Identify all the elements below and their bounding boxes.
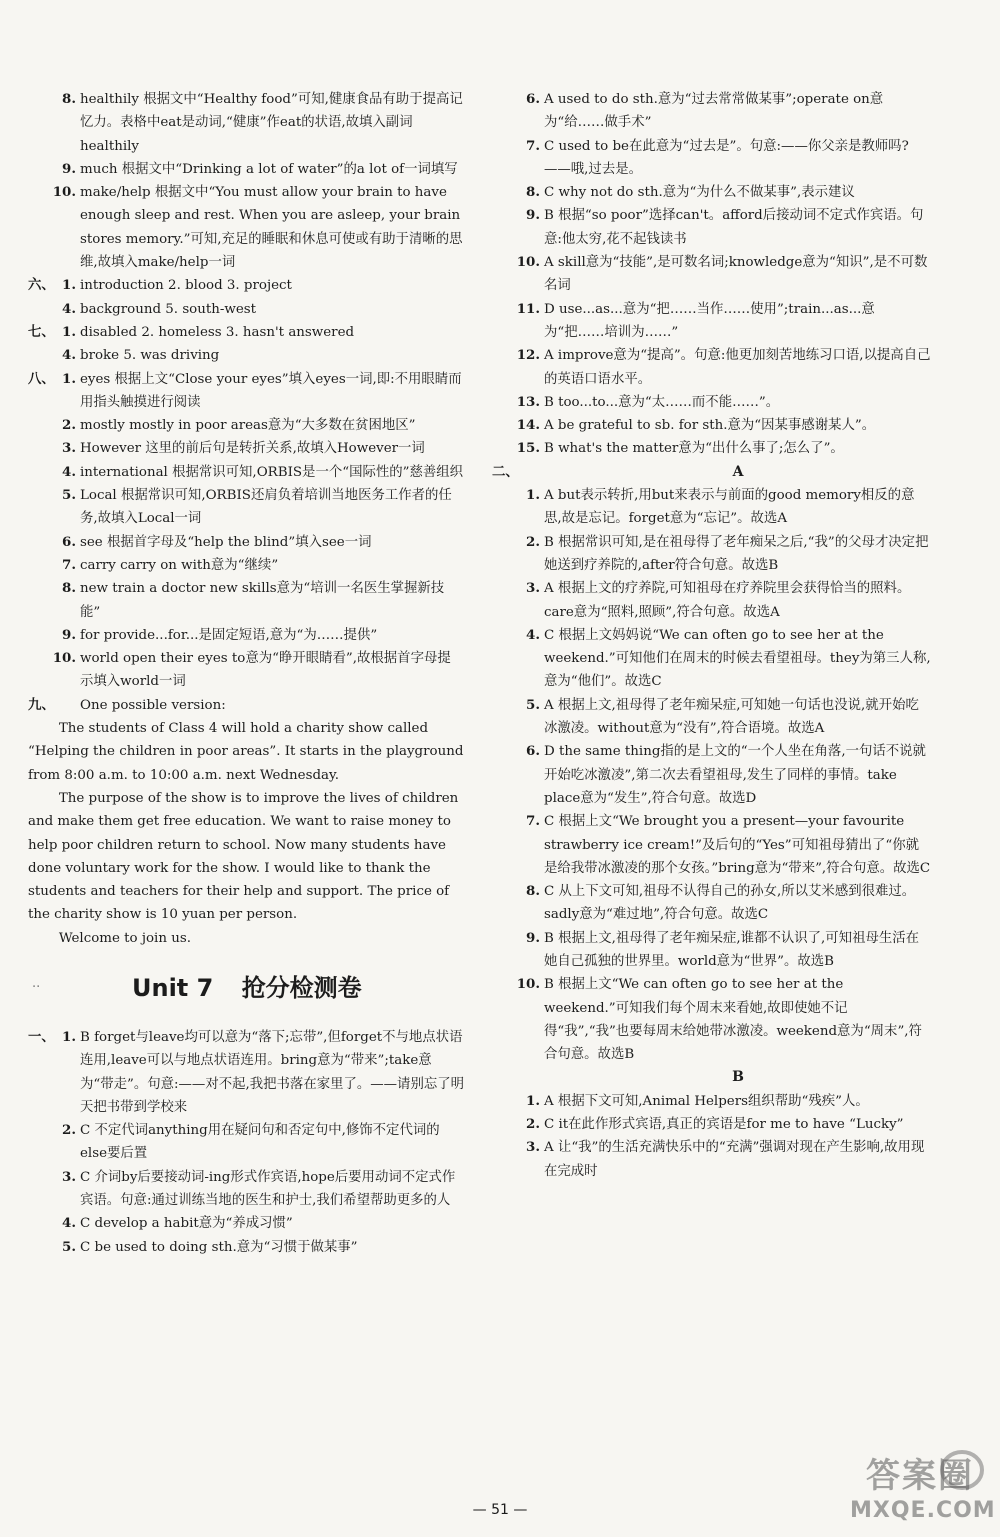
item-number: 8. [526, 184, 540, 201]
watermark-text: 答案圈 [866, 1456, 974, 1496]
unit-heading-dots: ·· [32, 979, 41, 995]
answer-item [28, 158, 464, 181]
item-number: 5. [62, 1238, 76, 1255]
answer-item [28, 414, 464, 437]
unit-number: Unit 7 [132, 973, 214, 1002]
answer-item [492, 391, 932, 414]
essay-paragraph: The students of Class 4 will hold a charity show called “Helping the children in poor areas”. It starts in the playground from 8:00 a.m. to 10:00 a.m. next Wednesday. [28, 721, 464, 783]
answer-item [492, 344, 932, 391]
answer-item [492, 484, 932, 531]
answer-text: international 根据常识可知,ORBIS是一个“国际性的”慈善组织 [80, 464, 464, 480]
answer-list-right-a [492, 88, 932, 461]
answer-text: carry carry on with意为“继续” [80, 557, 279, 573]
answer-text: mostly mostly in poor areas意为“大多数在贫困地区” [80, 418, 416, 434]
item-number: 1. [526, 487, 540, 504]
item-number: 6. [526, 91, 540, 107]
answer-text: Local 根据常识可知,ORBIS还肩负着培训当地医务工作者的任务,故填入Local一词 [80, 488, 452, 527]
page-number: — 51 — [472, 1502, 528, 1518]
answer-text: C 介词by后要接动词-ing形式作宾语,hope后要用动词不定式作宾语。句意:通过训练当地的医生和护士,我们希望帮助更多的人 [80, 1169, 456, 1209]
answer-text: C 不定代词anything用在疑问句和否定句中,修饰不定代词的else要后置 [80, 1123, 440, 1162]
answer-list-right-b [492, 484, 932, 1066]
answer-item [28, 484, 464, 531]
answer-text: B 根据“so poor”选择can't。afford后接动词不定式作宾语。句意:他太穷,花不起钱读书 [544, 208, 924, 247]
item-number: 3. [526, 580, 540, 597]
answer-text: for provide...for...是固定短语,意为“为……提供” [80, 627, 378, 643]
answer-text: background 5. south-west [80, 301, 257, 317]
answer-item [492, 88, 932, 135]
answer-item [28, 298, 464, 321]
item-number: 14. [516, 417, 540, 434]
answer-item [492, 577, 932, 624]
part-a-heading [492, 461, 932, 484]
answer-text: B 根据常识可知,是在祖母得了老年痴呆之后,“我”的父母才决定把她送到疗养院的,after符合句意。故选B [544, 534, 929, 573]
item-number: 2. [62, 1122, 76, 1139]
answer-item [492, 624, 932, 694]
answer-text: C 根据上文“We brought you a present—your favourite strawberry ice cream!”及后句的“Yes”可知祖母猜出了“你就是给我带冰激凌的那个女孩。”bring意为“带来”,符合句意。故选C [544, 814, 931, 876]
answer-item [492, 414, 932, 437]
answer-item [28, 274, 464, 297]
item-number: 8. [526, 883, 540, 900]
answer-text: A skill意为“技能”,是可数名词;knowledge意为“知识”,是不可数名词 [544, 255, 928, 294]
item-number: 9. [62, 626, 76, 643]
answer-item [492, 1113, 932, 1136]
item-number: 9. [526, 207, 540, 224]
answer-text: world open their eyes to意为“睁开眼睛看”,故根据首字母提示填入world一词 [80, 651, 451, 690]
answer-text: D the same thing指的是上文的“一个人坐在角落,一句话不说就开始吃冰激凌”,第二次去看望祖母,发生了同样的事情。take place意为“发生”,符合句意。故选D [544, 744, 926, 806]
item-number: 9. [62, 160, 76, 177]
answer-text: A 根据上文的疗养院,可知祖母在疗养院里会获得恰当的照料。care意为“照料,照顾”,符合句意。故选A [544, 581, 911, 620]
answer-list-left-a [28, 88, 464, 717]
answer-list-right-c [492, 1090, 932, 1183]
answer-text: B too...to...意为“太……而不能……”。 [544, 394, 780, 410]
item-number: 7. [62, 556, 76, 573]
item-number: 1. [62, 370, 76, 387]
answer-text: make/help 根据文中“You must allow your brain to have enough sleep and rest. When you are asleep, your brain stores memory.”可知,充足的睡眠和休息可使或有助于清晰的思维,故填入make/help一词 [80, 185, 463, 271]
answer-item [492, 880, 932, 927]
watermark-site: MXQE.COM [850, 1498, 996, 1523]
answer-text: A 让“我”的生活充满快乐中的“充满”强调对现在产生影响,故用现在完成时 [544, 1140, 925, 1179]
answer-text: see 根据首字母及“help the blind”填入see一词 [80, 534, 372, 550]
answer-item [28, 1212, 464, 1235]
answer-item [28, 321, 464, 344]
item-number: 1. [62, 323, 76, 340]
section-marker: 一、 [28, 1028, 55, 1045]
item-number: 9. [526, 929, 540, 946]
answer-item [492, 694, 932, 741]
item-number: 6. [62, 533, 76, 550]
answer-text: However 这里的前后句是转折关系,故填入However一词 [80, 441, 425, 457]
section-marker: 九、 [28, 696, 55, 713]
item-number: 10. [516, 976, 540, 993]
answer-item [28, 577, 464, 624]
answer-item [28, 437, 464, 460]
answer-item [492, 973, 932, 1066]
left-column [28, 88, 464, 1259]
unit-title-text: 抢分检测卷 [241, 973, 362, 1002]
item-number: 10. [52, 184, 76, 201]
answer-item [492, 135, 932, 182]
right-column [492, 88, 932, 1183]
item-number: 8. [62, 91, 76, 107]
answer-item [492, 1136, 932, 1183]
answer-text: A but表示转折,用but来表示与前面的good memory相反的意思,故是忘记。forget意为“忘记”。故选A [544, 488, 915, 527]
answer-text: new train a doctor new skills意为“培训一名医生掌握新技能” [80, 581, 445, 620]
answer-text: A used to do sth.意为“过去常常做某事”;operate on意为“给……做手术” [544, 92, 884, 131]
item-number: 13. [516, 393, 540, 410]
item-number: 10. [52, 650, 76, 667]
answer-item [28, 531, 464, 554]
answer-item [28, 1166, 464, 1213]
item-number: 4. [62, 463, 76, 480]
answer-text: eyes 根据上文“Close your eyes”填入eyes一词,即:不用眼睛而用指头触摸进行阅读 [80, 371, 462, 410]
item-number: 3. [526, 1139, 540, 1156]
answer-item [492, 437, 932, 460]
answer-text: C used to be在此意为“过去是”。句意:——你父亲是教师吗?——哦,过去是。 [544, 138, 909, 177]
item-number: 3. [62, 440, 76, 457]
item-number: 11. [516, 300, 540, 317]
answer-item [492, 298, 932, 345]
answer-list-left-b [28, 1026, 464, 1259]
answer-item [28, 1026, 464, 1119]
answer-item [28, 554, 464, 577]
answer-text: C why not do sth.意为“为什么不做某事”,表示建议 [544, 185, 855, 201]
watermark-logo [850, 1448, 996, 1530]
essay-paragraph: Welcome to join us. [58, 930, 191, 946]
item-number: 1. [62, 277, 76, 294]
answer-item [28, 88, 464, 158]
essay-paragraph: The purpose of the show is to improve the lives of children and make them get free education. We want to raise money to help poor children return to school. Now many students have done voluntary work for the show. I would like to thank the students and teachers for their help and support. The price of the charity show is 10 yuan per person. [28, 790, 459, 923]
answer-item [492, 740, 932, 810]
item-number: 5. [526, 696, 540, 713]
item-number: 3. [62, 1168, 76, 1185]
item-number: 4. [62, 347, 76, 364]
item-number: 2. [526, 533, 540, 550]
answer-item [28, 624, 464, 647]
answer-item [492, 251, 932, 298]
answer-item [28, 1119, 464, 1166]
answer-text: A 根据上文,祖母得了老年痴呆症,可知她一句话也没说,就开始吃冰激凌。without意为“没有”,符合语境。故选A [544, 697, 919, 737]
answer-text: A improve意为“提高”。句意:他更加刻苦地练习口语,以提高自己的英语口语水平。 [544, 348, 931, 387]
answer-text: One possible version: [80, 697, 226, 713]
item-number: 2. [526, 1116, 540, 1133]
answer-item [492, 204, 932, 251]
item-number: 4. [62, 1215, 76, 1232]
answer-text: C 根据上文妈妈说“We can often go to see her at the weekend.”可知他们在周末的时候去看望祖母。they为第三人称,意为“他们”。故选C [544, 627, 931, 690]
answer-text: C it在此作形式宾语,真正的宾语是for me to have “Lucky” [544, 1117, 904, 1133]
answer-text: A 根据下文可知,Animal Helpers组织帮助“残疾”人。 [544, 1093, 869, 1109]
answer-item [28, 368, 464, 415]
answer-item [28, 344, 464, 367]
item-number: 2. [62, 417, 76, 434]
answer-item [492, 181, 932, 204]
answer-text: healthily 根据文中“Healthy food”可知,健康食品有助于提高记忆力。表格中eat是动词,“健康”作eat的状语,故填入副词healthily [80, 92, 463, 154]
section-marker: 八、 [28, 370, 55, 387]
item-number: 6. [526, 743, 540, 760]
item-number: 4. [526, 626, 540, 643]
answer-text: C be used to doing sth.意为“习惯于做某事” [80, 1239, 358, 1255]
answer-text: D use...as...意为“把……当作……使用”;train...as...意为“把……培训为……” [544, 301, 875, 340]
answer-item [28, 181, 464, 274]
answer-item [492, 531, 932, 578]
answer-item [28, 461, 464, 484]
item-number: 1. [62, 1028, 76, 1045]
item-number: 8. [62, 580, 76, 597]
answer-text: A be grateful to sb. for sth.意为“因某事感谢某人”。 [544, 418, 876, 434]
model-essay [28, 717, 464, 950]
section-marker: 二、 [492, 463, 519, 480]
item-number: 1. [526, 1092, 540, 1109]
section-marker: 七、 [28, 323, 55, 340]
answer-item [28, 647, 464, 694]
item-number: 7. [526, 813, 540, 830]
answer-text: C 从上下文可知,祖母不认得自己的孙女,所以艾米感到很难过。sadly意为“难过地”,符合句意。故选C [544, 884, 916, 923]
answer-text: disabled 2. homeless 3. hasn't answered [80, 324, 355, 340]
item-number: 4. [62, 300, 76, 317]
answer-text: B what's the matter意为“出什么事了;怎么了”。 [544, 441, 844, 457]
answer-item [492, 810, 932, 880]
answer-item [492, 1090, 932, 1113]
answer-item [492, 927, 932, 974]
item-number: 12. [516, 347, 540, 364]
answer-text: much 根据文中“Drinking a lot of water”的a lot of一词填写 [80, 161, 458, 177]
answer-text: introduction 2. blood 3. project [80, 278, 292, 294]
answer-text: B forget与leave均可以意为“落下;忘带”,但forget不与地点状语连用,leave可以与地点状语连用。bring意为“带来”;take意为“带走”。句意:——对不起,我把书落在家里了。——请别忘了明天把书带到学校来 [80, 1029, 465, 1115]
answer-text: B 根据上文,祖母得了老年痴呆症,谁都不认识了,可知祖母生活在她自己孤独的世界里。world意为“世界”。故选B [544, 930, 920, 969]
item-number: 15. [516, 440, 540, 457]
answer-text: broke 5. was driving [80, 348, 220, 364]
part-label-b: B [732, 1069, 744, 1086]
item-number: 5. [62, 487, 76, 504]
answer-item [28, 1236, 464, 1259]
answer-text: C develop a habit意为“养成习惯” [80, 1216, 293, 1232]
answer-text: B 根据上文“We can often go to see her at the weekend.”可知我们每个周末来看她,故即使她不记得“我”,“我”也要每周末给她带冰激凌。weekend意为“周末”,符合句意。故选B [544, 977, 922, 1063]
section-marker: 六、 [28, 277, 55, 294]
item-number: 7. [526, 137, 540, 154]
unit-heading [28, 964, 464, 1012]
item-number: 10. [516, 254, 540, 271]
part-label-a: A [732, 463, 744, 480]
answer-item [28, 694, 464, 717]
